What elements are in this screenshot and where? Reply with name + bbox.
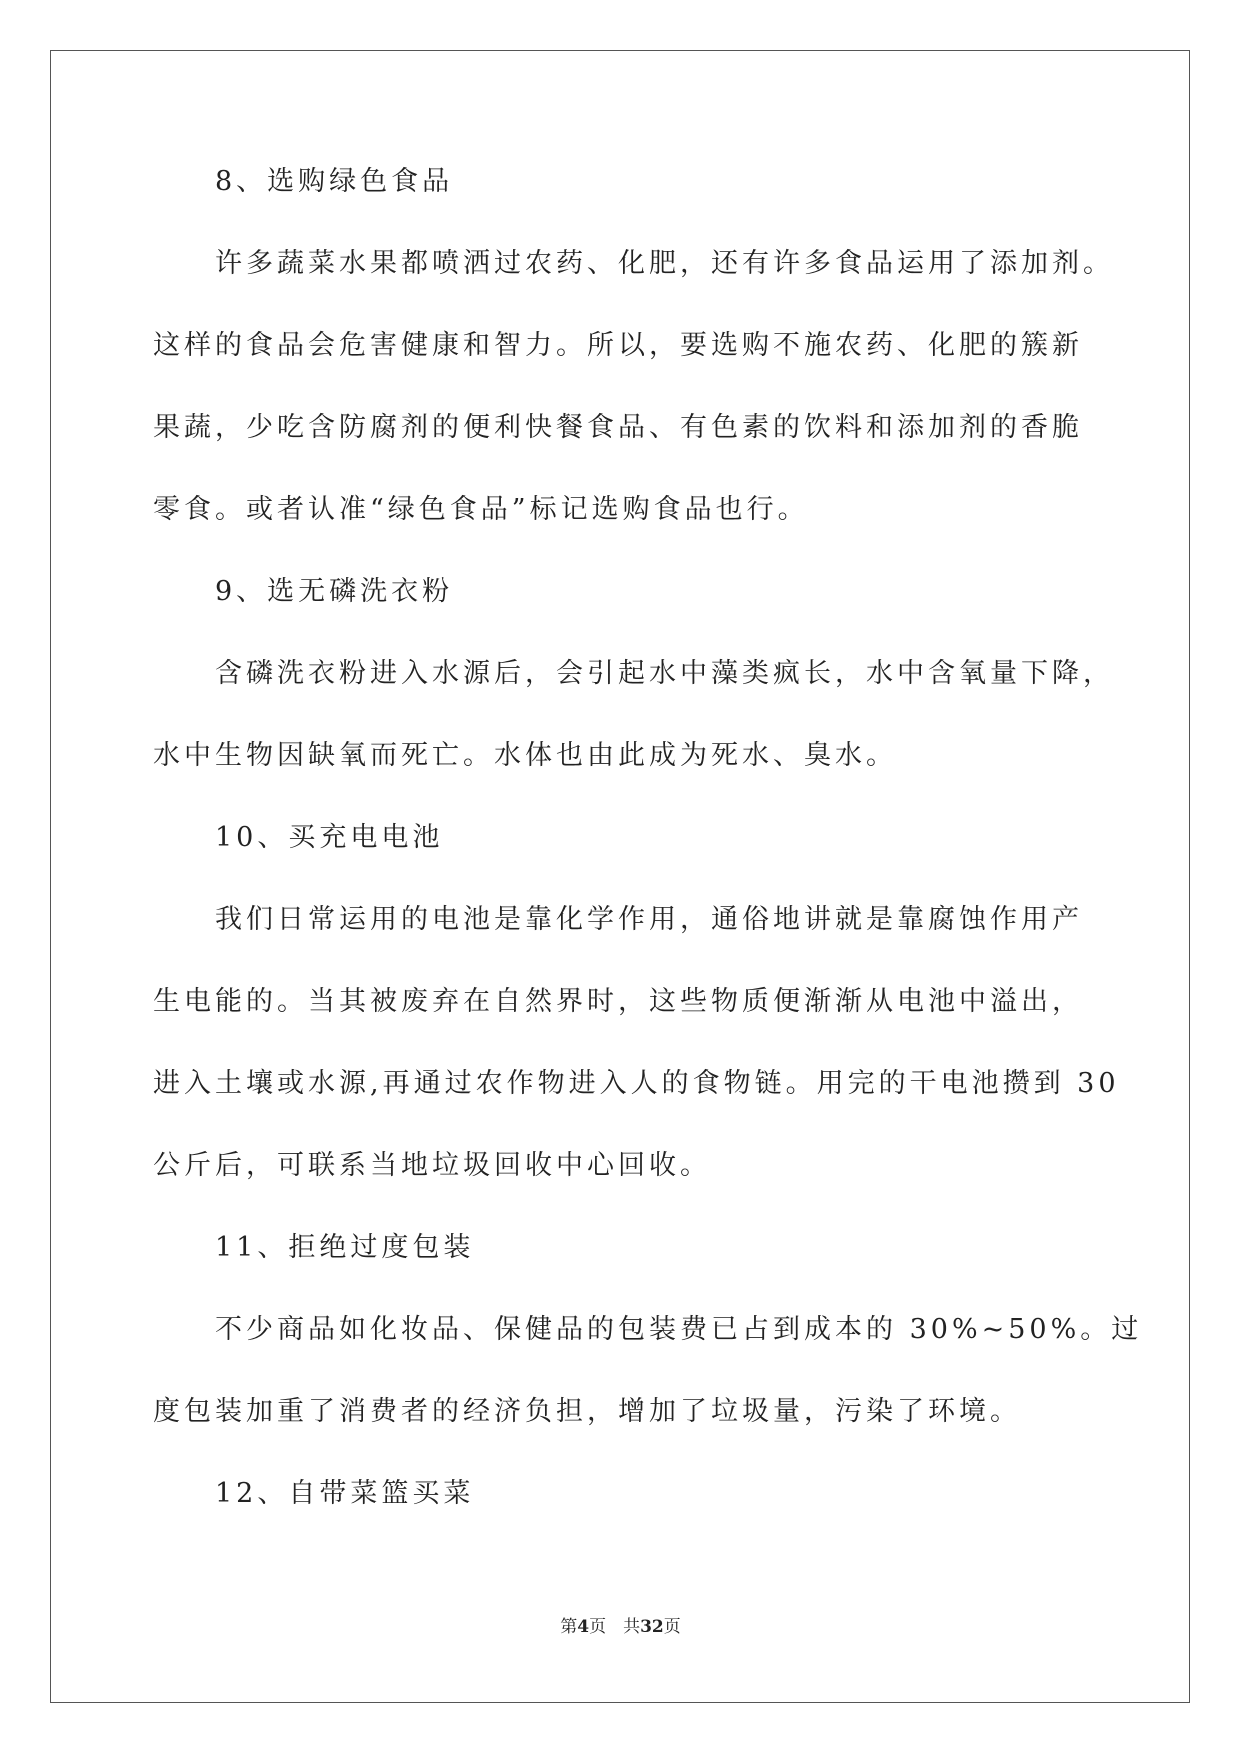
paragraph-line: 生电能的。当其被废弃在自然界时，这些物质便渐渐从电池中溢出， bbox=[153, 986, 1083, 1017]
paragraph-line: 这样的食品会危害健康和智力。所以，要选购不施农药、化肥的簇新 bbox=[153, 330, 1083, 361]
section-heading-9: 9、选无磷洗衣粉 bbox=[215, 576, 454, 607]
footer-middle: 页 共 bbox=[589, 1617, 641, 1637]
paragraph-line: 度包装加重了消费者的经济负担，增加了垃圾量，污染了环境。 bbox=[153, 1396, 1021, 1427]
paragraph-line: 含磷洗衣粉进入水源后，会引起水中藻类疯长，水中含氧量下降， bbox=[215, 658, 1114, 689]
section-heading-11: 11、拒绝过度包装 bbox=[215, 1232, 475, 1263]
footer-suffix: 页 bbox=[663, 1617, 681, 1637]
paragraph-line: 果蔬，少吃含防腐剂的便利快餐食品、有色素的饮料和添加剂的香脆 bbox=[153, 412, 1083, 443]
section-heading-8: 8、选购绿色食品 bbox=[215, 166, 454, 197]
paragraph-line: 不少商品如化妆品、保健品的包装费已占到成本的 30%~50%。过 bbox=[215, 1314, 1143, 1345]
paragraph-line: 进入土壤或水源,再通过农作物进入人的食物链。用完的干电池攒到 30 bbox=[153, 1068, 1120, 1099]
page-footer bbox=[0, 1615, 1241, 1639]
paragraph-line: 我们日常运用的电池是靠化学作用，通俗地讲就是靠腐蚀作用产 bbox=[215, 904, 1083, 935]
section-heading-12: 12、自带菜篮买菜 bbox=[215, 1478, 475, 1509]
paragraph-line: 许多蔬菜水果都喷洒过农药、化肥，还有许多食品运用了添加剂。 bbox=[215, 248, 1114, 279]
footer-current-page: 4 bbox=[577, 1617, 590, 1637]
section-heading-10: 10、买充电电池 bbox=[215, 822, 444, 853]
footer-total-pages: 32 bbox=[640, 1617, 664, 1637]
footer-prefix: 第 bbox=[560, 1617, 578, 1637]
paragraph-line: 零食。或者认准“绿色食品”标记选购食品也行。 bbox=[153, 494, 809, 525]
paragraph-line: 公斤后，可联系当地垃圾回收中心回收。 bbox=[153, 1150, 711, 1181]
paragraph-line: 水中生物因缺氧而死亡。水体也由此成为死水、臭水。 bbox=[153, 740, 897, 771]
document-body bbox=[153, 162, 1143, 1556]
